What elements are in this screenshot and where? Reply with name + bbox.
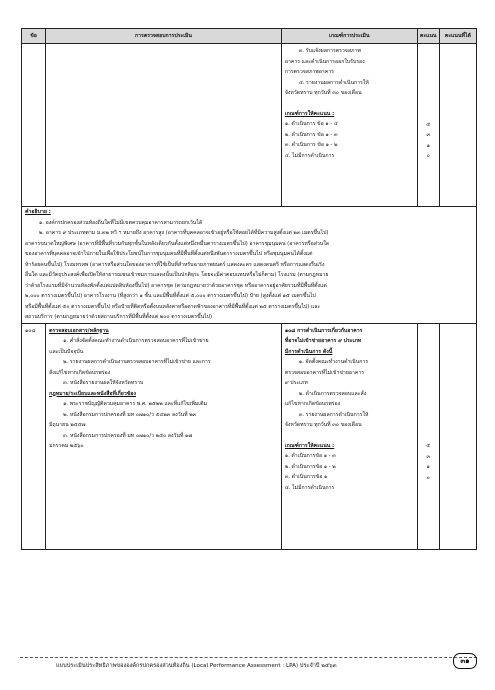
score-value: ๕ xyxy=(426,443,431,449)
table-row-continued xyxy=(22,44,477,207)
cell-item-empty xyxy=(46,44,282,207)
criteria-line: ๒. ดำเนินการตรวจสอบและสั่ง xyxy=(298,390,367,397)
page-footer xyxy=(20,657,477,682)
item-line: ๒. รายงานผลการดำเนินงานตรวจสอบอาคารที่ไม่เข้าข่าย และการ xyxy=(63,359,211,365)
explanation-cell xyxy=(22,207,477,324)
cell-criteria xyxy=(281,44,417,207)
explanation-line: ว่าด้วยโรงแรมที่มีจำนวนห้องพักตั้งแต่แปดสิบห้องขึ้นไป) อาคารชุด (ตามกฎหมายว่าด้วยอาคารชุด หรืออาคารอยู่อาศัยรวมที่มีพื้นที่ตั้งแต่ xyxy=(25,282,327,289)
criteria-line: ๓. รายงานผลการดำเนินการให้ xyxy=(298,411,369,418)
criteria-line: ๔. รายงานผลการดำเนินการให้ xyxy=(298,79,369,86)
explanation-line: ๒,๐๐๐ ตารางเมตรขึ้นไป) อาคารโรงงาน (ที่สูงกว่า ๑ ชั้น และมีพื้นที่ตั้งแต่ ๕,๐๐๐ ตารางเมตรขึ้นไป) ป้าย (สูงตั้งแต่ ๑๕ เมตรขึ้นไป xyxy=(25,293,316,299)
explanation-line: ๑. องค์กรปกครองส่วนท้องถิ่นใดที่ไม่มีเขตควบคุมอาคารสามารถยกเว้นได้ xyxy=(39,219,203,226)
explanation-row xyxy=(22,207,477,324)
score-value: ๑ xyxy=(426,142,430,149)
criteria-line: จังหวัดทราบ ทุกวันที่ ๓๐ ของเดือน xyxy=(284,422,362,428)
explanation-line: อื่นใด และมีวัตถุประสงค์เพื่อเปิดให้สาธารณชนเข้าชมการแสดงนั้นเป็นปกติธุระ โดยจะมีค่าตอบแทนหรือไม่ก็ตาม) โรงแรม (ตามกฎหมาย xyxy=(25,272,329,278)
item-title: ตรวจสอบเอกสาร/หลักฐาน xyxy=(49,327,109,334)
scoring-title: เกณฑ์การให้คะแนน : xyxy=(284,110,335,117)
criteria-line: แก้ไขหากเกิดข้อบกพร่อง xyxy=(284,401,341,407)
header-no: ข้อ xyxy=(22,29,46,44)
cell-score xyxy=(417,44,439,207)
cell-no: ๑๐๘ xyxy=(22,323,46,549)
law-title: กฎหมาย/ระเบียบและหนังสือที่เกี่ยวข้อง xyxy=(49,390,136,397)
header-item: การตรวจสอบการประเมิน xyxy=(46,29,282,44)
cell-score-got xyxy=(439,323,476,549)
criteria-subtitle: มีการดำเนินการ ดังนี้ xyxy=(284,348,333,355)
score-value: ๐ xyxy=(426,474,430,481)
scoring-title: เกณฑ์การให้คะแนน : xyxy=(284,442,335,449)
scoring-line: ๒. ดำเนินการ ข้อ ๑ - ๓ xyxy=(284,131,338,138)
criteria-title: ที่อาจไม่เข้าข่ายอาคาร ๙ ประเภท xyxy=(284,338,362,344)
table-row-108 xyxy=(22,323,477,549)
criteria-line: ๓. รับแจ้งผลการตรวจสภาพ xyxy=(298,48,361,54)
cell-item xyxy=(46,323,282,549)
explanation-line: หรือมีพื้นที่ตั้งแต่ ๕๐ ตารางเมตรขึ้นไป หรือป้ายที่ติดหรือตั้งบนหลังคาหรือดาดฟ้าของอาคารที่มีพื้นที่ตั้งแต่ ๒๕ ตารางเมตรขึ้นไป) และ xyxy=(25,303,321,310)
score-value: ๓ xyxy=(426,453,430,460)
score-value: ๐ xyxy=(426,153,430,159)
scoring-line: ๔. ไม่มีการดำเนินการ xyxy=(284,152,335,159)
explanation-line: สถานบริการ (ตามกฎหมายว่าด้วยสถานบริการที่มีพื้นที่ตั้งแต่ ๒๐๐ ตารางเมตรขึ้นไป) xyxy=(25,314,213,320)
law-line: ๓. หนังสือกรมการปกครองที่ มท ๐๗๑๐/ว ๒๕๐ ลงวันที่ ๑๗ xyxy=(63,432,193,439)
score-value: ๓ xyxy=(426,132,430,138)
scoring-line: ๑. ดำเนินการ ข้อ ๑ - ๔ xyxy=(284,121,338,127)
header-score: คะแนน xyxy=(417,29,439,44)
item-line: สั่งแก้ไขหากเกิดข้อบกพร่อง xyxy=(49,369,111,376)
explanation-title: คำอธิบาย : xyxy=(25,209,51,215)
page-number: ๓๑ xyxy=(453,653,477,669)
cell-criteria xyxy=(281,323,417,549)
explanation-line: อาคารขนาดใหญ่พิเศษ (อาคารที่มีพื้นที่รวมกันทุกชั้นในหลังเดียวกันตั้งแต่หนึ่งหมื่นตารางเมตรขึ้นไป) อาคารชุมนุมคน (อาคารหรือส่วนใด xyxy=(25,240,330,247)
footer-text: แบบประเมินประสิทธิภาพขององค์กรปกครองส่วนท้องถิ่น (Local Performance Assessment : LPA) ประจำปี ๒๕๖๓ xyxy=(56,663,337,669)
explanation-line: ๒. อาคาร ๙ ประเภทตาม ม.๓๒ ทวิ ฯ หมายถึง อาคารสูง (อาคารที่บุคคลอาจเข้าอยู่หรือใช้สอยได้ที่มีความสูงตั้งแต่ ๒๓ เมตรขึ้นไป) xyxy=(39,230,329,236)
item-line: ๑. คำสั่งจัดตั้งคณะทำงานดำเนินการตรวจสอบอาคารที่ไม่เข้าข่าย xyxy=(63,338,209,344)
assessment-table xyxy=(21,28,477,550)
cell-score-got xyxy=(439,44,476,207)
header-criteria: เกณฑ์การประเมิน xyxy=(281,29,417,44)
law-line: มิถุนายน ๒๕๕๗ xyxy=(49,422,86,428)
criteria-line: ๙ ประเภท xyxy=(284,380,308,386)
header-score-got: คะแนนที่ได้ xyxy=(439,29,476,44)
law-line: มกราคม ๒๕๖๐ xyxy=(49,443,84,449)
criteria-line: ตรวจสอบอาคารที่ไม่เข้าข่ายอาคาร xyxy=(284,369,365,376)
scoring-line: ๓. ดำเนินการ ข้อ ๑ - ๒ xyxy=(284,142,338,148)
explanation-line: ของอาคารที่บุคคลอาจเข้าไปภายในเพื่อใช้ประโยชน์ในการชุมนุมคนที่มีพื้นที่ตั้งแต่หนึ่งพันตารางเมตรขึ้นไป หรือชุมนุมคนได้ตั้งแต่ xyxy=(25,251,313,257)
item-line: ๓. หนังสือรายงานผลให้จังหวัดทราบ xyxy=(63,380,144,386)
explanation-line: ห้าร้อยคนขึ้นไป) โรงมหรสพ (อาคารหรือส่วนใดของอาคารที่ใช้เป็นที่สำหรับฉายภาพยนตร์ แสดงละคร แสดงดนตรี หรือการแสดงรื่นเริง xyxy=(25,261,325,268)
cell-no-empty xyxy=(22,44,46,207)
law-line: ๒. หนังสือกรมการปกครองที่ มท ๐๗๑๐/ว ๕๔๒๓ ลงวันที่ ๒๓ xyxy=(63,411,197,418)
scoring-line: ๑. ดำเนินการข้อ ๑ - ๓ xyxy=(284,453,336,459)
scoring-line: ๓. ดำเนินการข้อ ๑ xyxy=(284,474,328,480)
score-value: ๕ xyxy=(426,121,431,128)
scoring-line: ๒. ดำเนินการข้อ ๑ - ๒ xyxy=(284,463,336,470)
criteria-line: จังหวัดทราบ ทุกวันที่ ๓๐ ของเดือน xyxy=(284,90,362,96)
criteria-line: ๑. จัดตั้งคณะทำงานดำเนินการ xyxy=(298,359,369,365)
criteria-title: ๑๐๘ การดำเนินการเกี่ยวกับอาคาร xyxy=(284,327,363,334)
item-line: และเป็นปัจจุบัน xyxy=(49,348,84,355)
criteria-line: อาคาร และดำเนินการออกใบรับรอง xyxy=(284,58,365,65)
law-line: ๑. พระราชบัญญัติควบคุมอาคาร พ.ศ. ๒๕๒๒ และที่แก้ไขเพิ่มเติม xyxy=(63,401,207,407)
scoring-line: ๔. ไม่มีการดำเนินการ xyxy=(284,484,335,491)
score-value: ๑ xyxy=(426,464,430,470)
cell-score xyxy=(417,323,439,549)
criteria-line: การตรวจสภาพอาคาร xyxy=(284,69,334,75)
table-header-row xyxy=(22,29,477,44)
page xyxy=(21,28,477,550)
